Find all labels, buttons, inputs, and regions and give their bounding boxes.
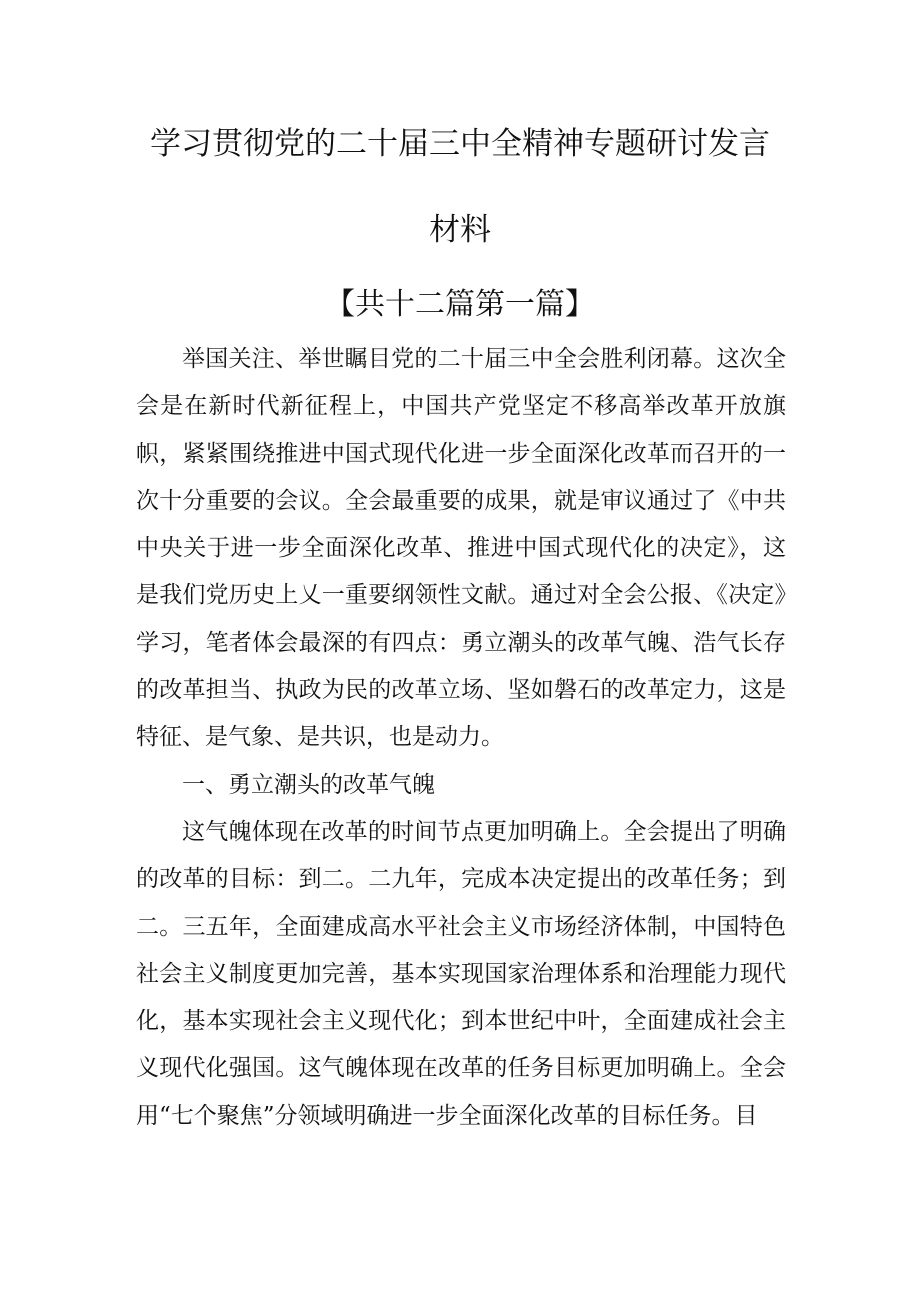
section-heading-1: 一、勇立潮头的改革气魄: [182, 771, 435, 798]
document-subtitle: 【共十二篇第一篇】: [325, 287, 595, 322]
body-paragraph-intro: 举国关注、举世瞩目党的二十届三中全会胜利闭幕。这次全会是在新时代新征程上，中国共产党坚定不移高举改革开放旗帜，紧紧围绕推进中国式现代化进一步全面深化改革而召开的一次十分重要的会议。全会最重要的成果，就是审议通过了《中共中央关于进一步全面深化改革、推进中国式现代化的决定》，这是我们党历史上乂一重要纲领性文献。通过对全会公报、《决定》学习，笔者体会最深的有四点：勇立潮头的改革气魄、浩气长存的改革担当、执政为民的改革立场、坚如磐石的改革定力，这是特征、是气象、是共识，也是动力。: [136, 346, 786, 751]
document-title-line-1: 学习贯彻党的二十届三中全精神专题研讨发言: [150, 126, 770, 162]
document-body: [136, 336, 786, 1140]
body-paragraph-section-1: 这气魄体现在改革的时间节点更加明确上。全会提出了明确的改革的目标：到二。二九年，完成本决定提出的改革任务；到二。三五年，全面建成高水平社会主义市场经济体制，中国特色社会主义制度更加完善，基本实现国家治理体系和治理能力现代化，基本实现社会主义现代化；到本世纪中叶，全面建成社会主义现代化强国。这气魄体现在改革的任务目标更加明确上。全会用“七个聚焦”分领域明确进一步全面深化改革的目标任务。目: [136, 818, 786, 1129]
document-title-line-2: 材料: [429, 212, 491, 248]
